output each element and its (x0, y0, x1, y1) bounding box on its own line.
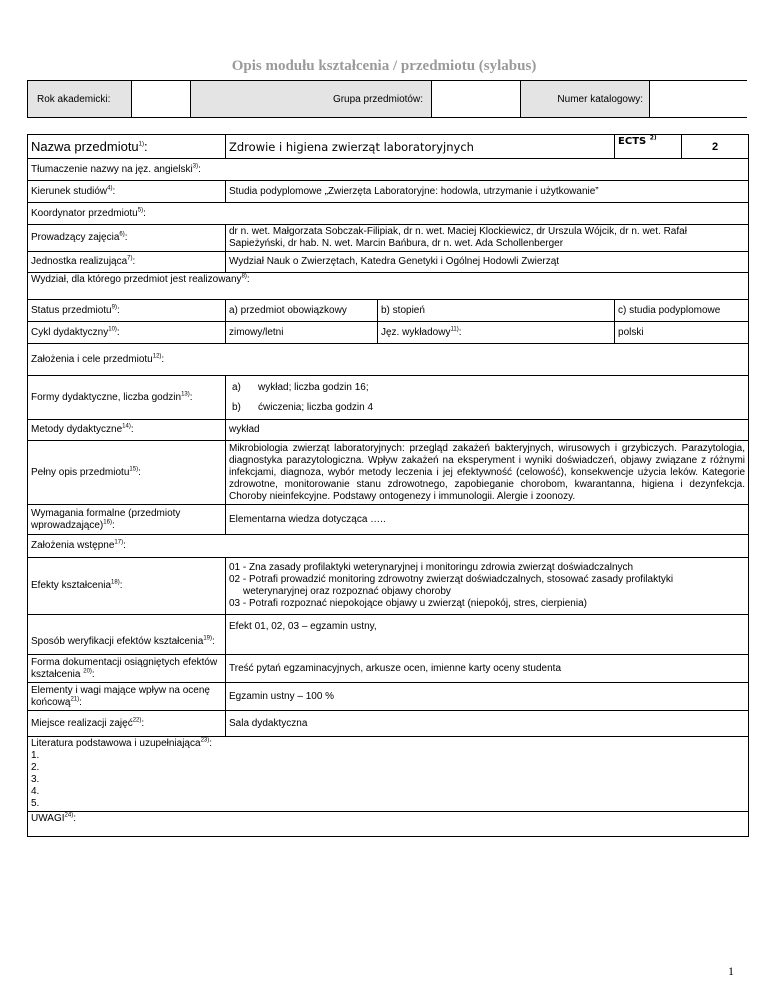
formy-b: b) ćwiczenia; liczba godzin 4 (232, 401, 374, 413)
row-efekty (28, 558, 749, 615)
wydzial-label: Wydział, dla którego przedmiot jest realizowany$^{8)}$: (28, 273, 749, 300)
document-title: Opis modułu kształcenia / przedmiotu (sylabus) (231, 58, 537, 74)
cykl-label: Cykl dydaktyczny$^{10)}$: (28, 322, 226, 344)
row-miejsce (28, 711, 749, 737)
forma-label: Forma dokumentacji osiągniętych efektów kształcenia $^{20)}$: (28, 655, 226, 683)
forma-value: Treść pytań egzaminacyjnych, arkusze ocen, imienne karty oceny studenta (226, 655, 749, 683)
row-zalozenia (28, 344, 749, 376)
jednostka-label: Jednostka realizująca$^{7)}$: (28, 252, 226, 273)
sposob-value: Efekt 01, 02, 03 – egzamin ustny, (226, 615, 749, 655)
ects-value: 2 (682, 135, 749, 159)
row-formy (28, 376, 749, 420)
koordynator-label: Koordynator przedmiotu$^{5)}$: (28, 203, 749, 225)
row-sposob (28, 615, 749, 655)
elementy-label: Elementy i wagi mające wpływ na ocenę końcową$^{21)}$: (28, 683, 226, 711)
formy-a: a) wykład; liczba godzin 16; (232, 381, 369, 393)
efekty-label: Efekty kształcenia$^{18)}$: (28, 558, 226, 615)
formy-value (226, 376, 749, 420)
metody-value: wykład (226, 420, 749, 441)
wymagania-label: Wymagania formalne (przedmioty wprowadzające)$^{16)}$: (28, 505, 226, 535)
nazwa-label-cell: Nazwa przedmiotu$^{1)}$: (28, 135, 226, 159)
status-label: Status przedmiotu$^{9)}$: (28, 300, 226, 322)
efekt-01: 01 - Zna zasady profilaktyki weterynaryjnej i monitoringu zdrowia zwierząt doświadczalnych (229, 562, 634, 573)
efekt-03: 03 - Potrafi rozpoznać niepokojące objawy u zwierząt (niepokój, stres, cierpienia) (229, 598, 587, 609)
rok-label: Rok akademicki: (37, 93, 111, 105)
grupa-value-cell (431, 81, 521, 117)
page-number: 1 (728, 964, 734, 978)
prowadzacy-value: dr n. wet. Małgorzata Sobczak-Filipiak, dr n. wet. Maciej Klockiewicz, dr Urszula Wójcik, dr n. wet. Rafał Sapieżyński, dr hab. N. wet. Marcin Bańbura, dr n. wet. Ada Schollenberger (226, 225, 749, 252)
jez-label: Jęz. wykładowy$^{11)}$: (378, 322, 615, 344)
sposob-label: Sposób weryfikacji efektów kształcenia$^{19)}$: (28, 615, 226, 655)
tlumaczenie-label: Tłumaczenie nazwy na jęz. angielski$^{3)}$: (28, 159, 749, 181)
zalozenia-label: Założenia i cele przedmiotu$^{12)}$: (28, 344, 749, 376)
row-tlumaczenie (28, 159, 749, 181)
jednostka-value: Wydział Nauk o Zwierzętach, Katedra Genetyki i Ogólnej Hodowli Zwierząt (226, 252, 749, 273)
row-elementy (28, 683, 749, 711)
row-jednostka (28, 252, 749, 273)
elementy-value: Egzamin ustny – 100 % (226, 683, 749, 711)
row-kierunek (28, 181, 749, 203)
jez-value: polski (615, 322, 749, 344)
zalozenia-wst-label: Założenia wstępne$^{17)}$: (28, 535, 749, 558)
status-c: c) studia podyplomowe (615, 300, 749, 322)
literatura-label: Literatura podstawowa i uzupełniająca$^{23)}$: (31, 737, 213, 749)
row-zalozenia-wstepne (28, 535, 749, 558)
efekt-02: 02 - Potrafi prowadzić monitoring zdrowotny zwierząt doświadczalnych, stosować zasady profilaktyki (229, 574, 674, 585)
nazwa-value: Zdrowie i higiena zwierząt laboratoryjnych (226, 135, 615, 159)
status-a: a) przedmiot obowiązkowy (226, 300, 378, 322)
row-uwagi (28, 812, 749, 837)
lit-item-4: 4. (31, 786, 40, 797)
row-nazwa (28, 135, 749, 159)
lit-item-3: 3. (31, 774, 40, 785)
row-metody (28, 420, 749, 441)
grupa-label: Grupa przedmiotów: (332, 93, 423, 105)
prowadzacy-label: Prowadzący zajęcia$^{6)}$: (28, 225, 226, 252)
numer-value-cell (649, 81, 747, 117)
kierunek-value: Studia podyplomowe „Zwierzęta Laboratoryjne: hodowla, utrzymanie i użytkowanie” (226, 181, 749, 203)
ects-label: ECTS $^{2)}$ (615, 135, 682, 159)
rok-value-cell (131, 81, 191, 117)
row-pelny (28, 441, 749, 505)
kierunek-label: Kierunek studiów$^{4)}$: (28, 181, 226, 203)
row-literatura (28, 737, 749, 812)
literatura-cell (28, 737, 749, 812)
row-status (28, 300, 749, 322)
wymagania-value: Elementarna wiedza dotycząca ….. (226, 505, 749, 535)
miejsce-value: Sala dydaktyczna (226, 711, 749, 737)
lit-item-5: 5. (31, 798, 40, 809)
row-koordynator (28, 203, 749, 225)
header-table (27, 80, 747, 118)
numer-label: Numer katalogowy: (557, 93, 643, 105)
metody-label: Metody dydaktyczne$^{14)}$: (28, 420, 226, 441)
lit-item-2: 2. (31, 762, 40, 773)
formy-label: Formy dydaktyczne, liczba godzin$^{13)}$: (28, 376, 226, 420)
pelny-value: Mikrobiologia zwierząt laboratoryjnych: przegląd zakażeń bakteryjnych, wirusowych i grzybiczych. Parazytologia, diagnostyka parazytologiczna. Wpływ zakażeń na eksperyment i wyniki doświadczeń, objawy związane z różnymi infekcjami, diagnoza, wybór metody leczenia i jej efektywność (celowość), konsekwencje użycia leków. Kategorie zdrowotne, monitorowanie stanu zdrowotnego, zapobieganie chorobom, kwarantanna, higiena i dezynfekcja. Choroby nieinfekcyjne. Podstawy ontogenezy i immunologii. Alergie i zoonozy. (226, 441, 749, 505)
row-cykl (28, 322, 749, 344)
efekty-value (226, 558, 749, 615)
row-wymagania (28, 505, 749, 535)
row-wydzial (28, 273, 749, 300)
uwagi-label: UWAGI$^{24)}$: (28, 812, 749, 837)
lit-item-1: 1. (31, 750, 40, 761)
efekt-02-cont: weterynaryjnej oraz rozpoznać objawy choroby (243, 586, 451, 597)
cykl-value: zimowy/letni (226, 322, 378, 344)
status-b: b) stopień (378, 300, 615, 322)
miejsce-label: Miejsce realizacji zajęć$^{22)}$: (28, 711, 226, 737)
row-prowadzacy (28, 225, 749, 252)
pelny-label: Pełny opis przedmiotu$^{15)}$: (28, 441, 226, 505)
syllabus-table (27, 134, 749, 837)
row-forma (28, 655, 749, 683)
